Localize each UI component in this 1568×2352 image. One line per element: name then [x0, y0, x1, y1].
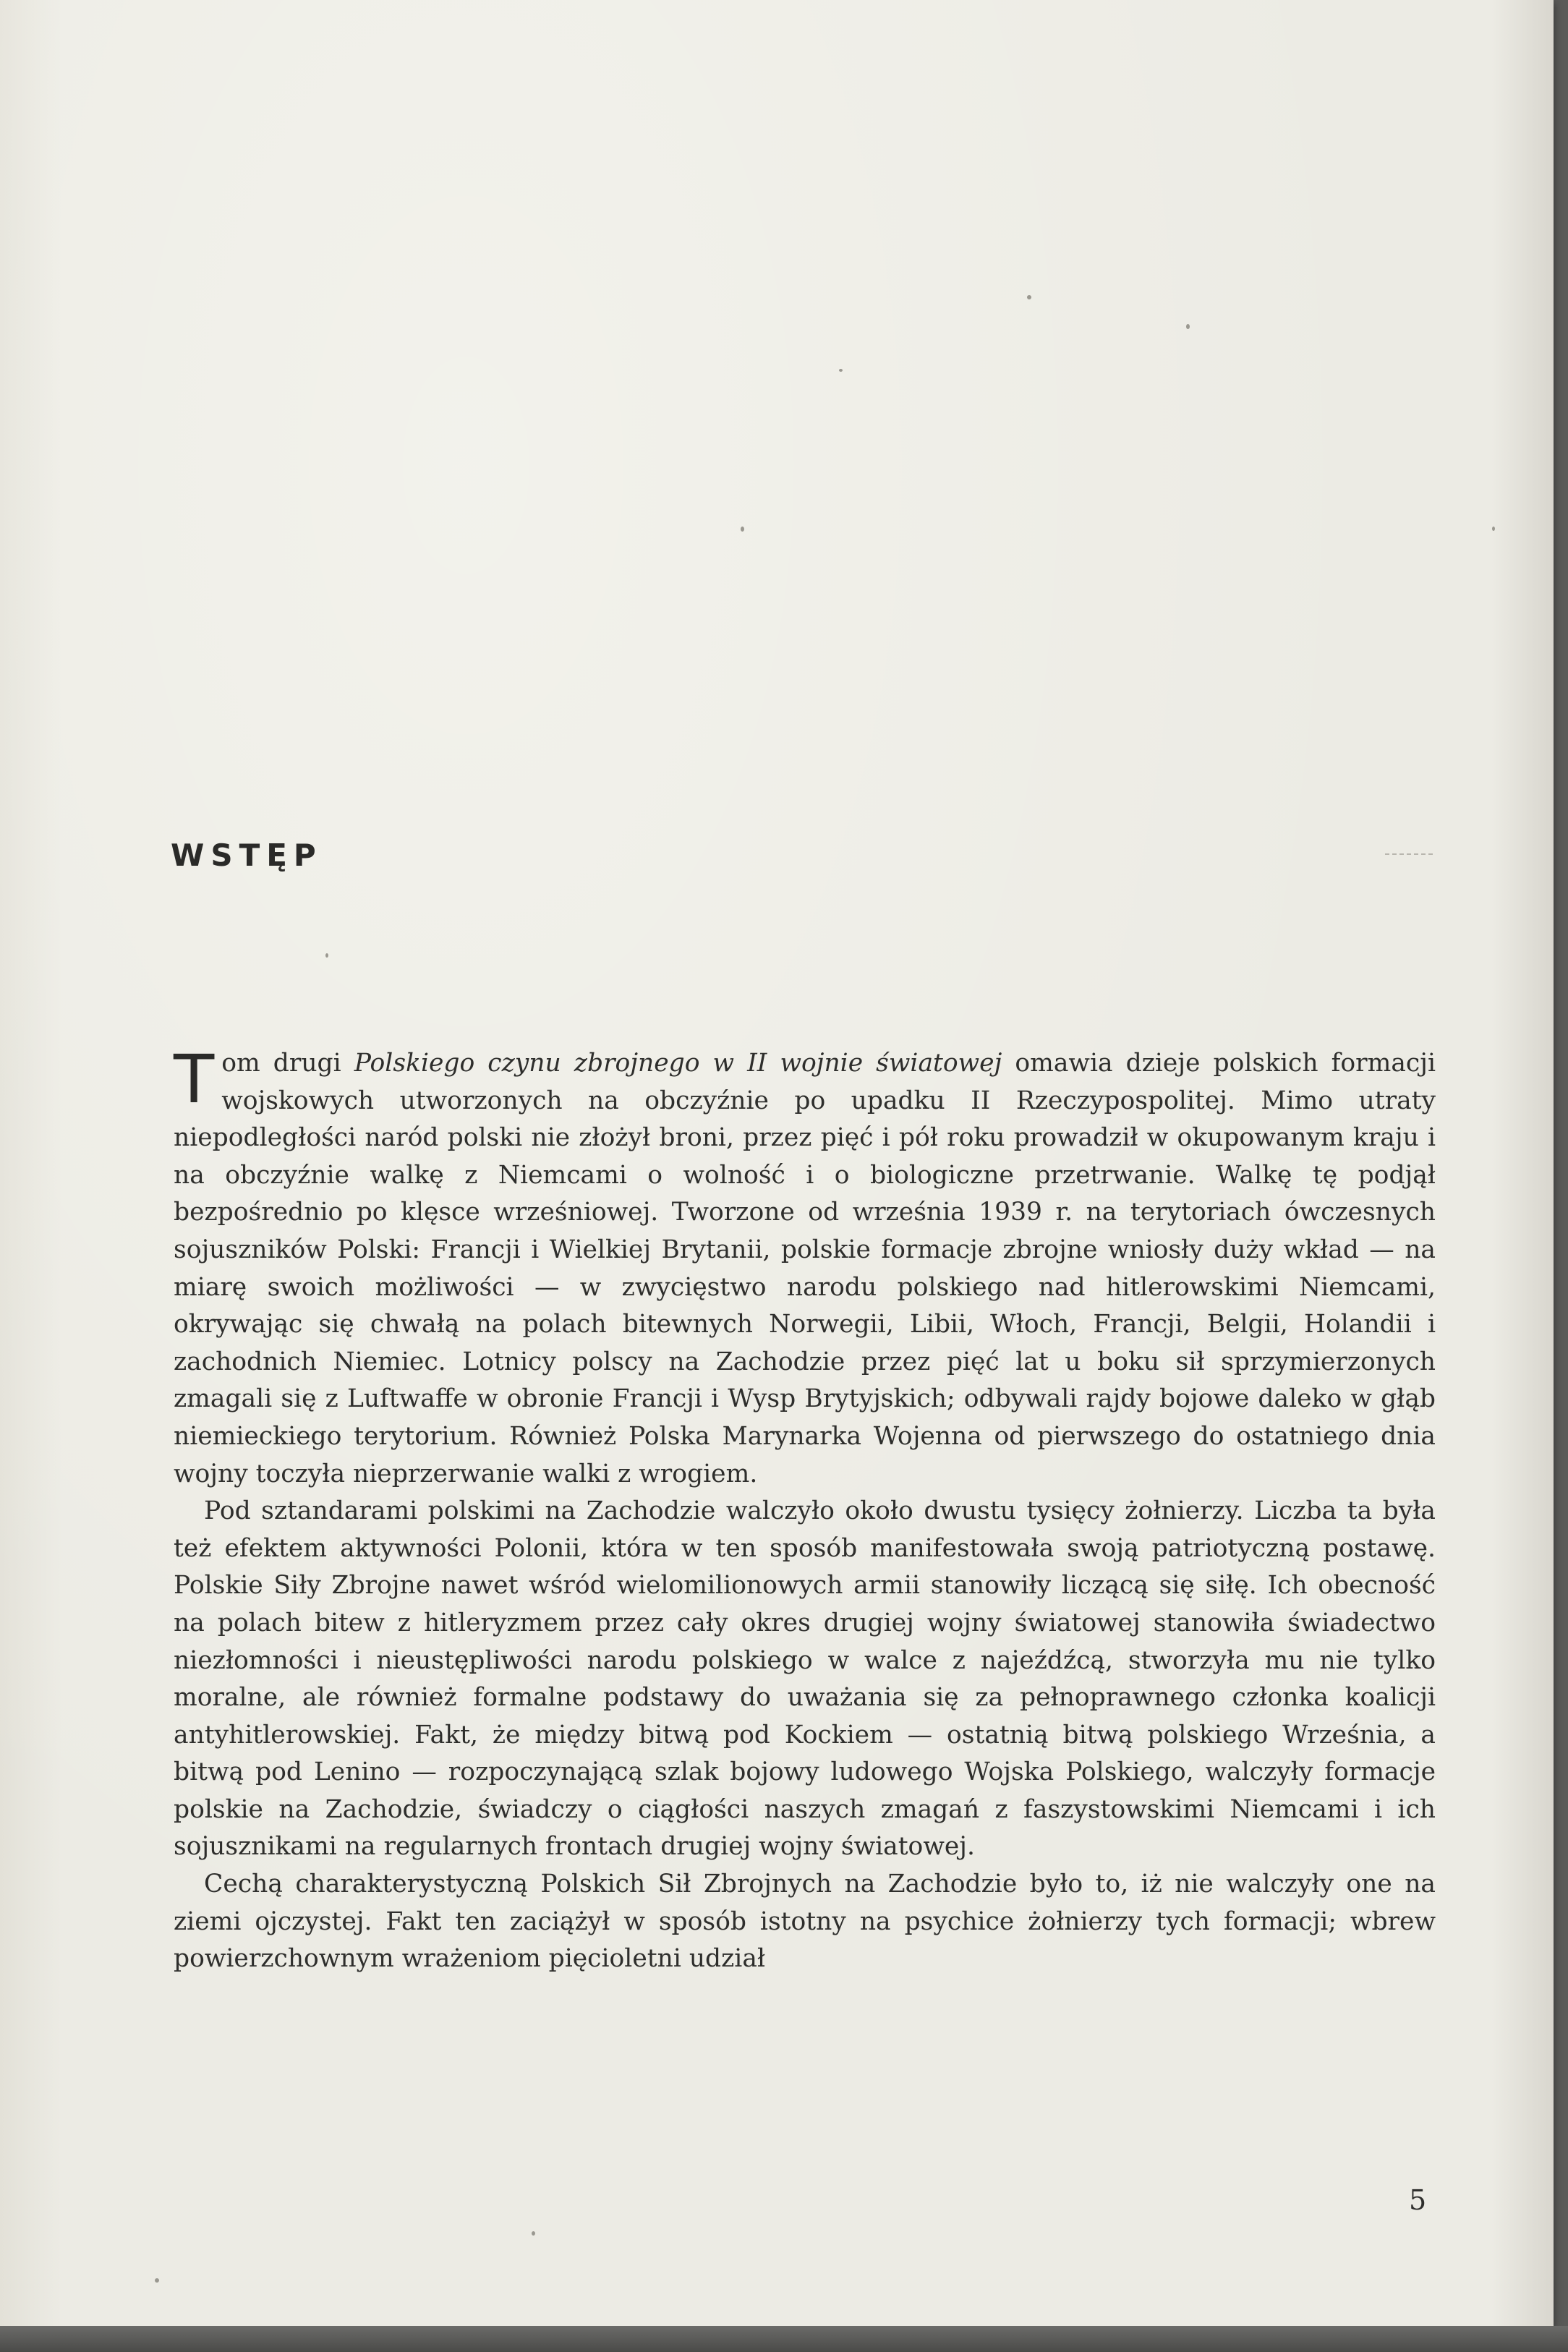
paper-speck: [741, 527, 744, 532]
paper-speck: [1027, 295, 1031, 299]
paragraph-3: Cechą charakterystyczną Polskich Sił Zbrojnych na Zachodzie było to, iż nie walczyły one na ziemi ojczystej. Fakt ten zaciążył w sposób istotny na psychice żołnierzy tych formacji; wbrew powierzchownym wrażeniom pięcioletni udział: [174, 1870, 1436, 1974]
paragraph-2: Pod sztandarami polskimi na Zachodzie walczyło około dwustu tysięcy żołnierzy. Liczba ta była też efektem aktywności Polonii, która w ten sposób manifestowała swoją patriotyczną postawę. Polskie Siły Zbrojne nawet wśród wielomilionowych armii stanowiły liczącą się siłę. Ich obecność na polach bitew z hitleryzmem przez cały okres drugiej wojny światowej stanowiła świadectwo niezłomności i nieustępliwości narodu polskiego w walce z najeźdźcą, stworzyła mu nie tylko moralne, ale również formalne podstawy do uważania się za pełnoprawnego członka koalicji antyhitlerowskiej. Fakt, że między bitwą pod Kockiem — ostatnią bitwą polskiego Września, a bitwą pod Lenino — rozpoczynającą szlak bojowy ludowego Wojska Polskiego, walczyły formacje polskie na Zachodzie, świadczy o ciągłości naszych zmagań z faszystowskimi Niemcami i ich sojusznikami na regularnych frontach drugiej wojny światowej.: [174, 1496, 1436, 1862]
page-number: 5: [1409, 2184, 1427, 2216]
chapter-heading: WSTĘP: [171, 838, 323, 873]
paper-speck: [1492, 527, 1495, 531]
paragraph-1-lead: om drugi: [221, 1049, 354, 1078]
paragraph-1: [174, 1041, 1436, 1493]
drop-cap: T: [174, 1041, 215, 1118]
paper-speck: [155, 2278, 159, 2283]
paper-speck: [1186, 324, 1190, 329]
paper-speck: [839, 369, 843, 372]
pencil-mark: [1385, 853, 1433, 858]
book-title: Polskiego czynu zbrojnego w II wojnie światowej: [354, 1049, 1002, 1078]
paragraph-1-rest: omawia dzieje polskich formacji wojskowych utworzonych na obczyźnie po upadku II Rzeczypospolitej. Mimo utraty niepodległości naród polski nie złożył broni, przez pięć i pół roku prowadził w okupowanym kraju i na obczyźnie walkę z Niemcami o wolność i o biologiczne przetrwanie. Walkę tę podjął bezpośrednio po klęsce wrześniowej. Tworzone od września 1939 r. na terytoriach ówczesnych sojuszników Polski: Francji i Wielkiej Brytanii, polskie formacje zbrojne wniosły duży wkład — na miarę swoich możliwości — w zwycięstwo narodu polskiego nad hitlerowskimi Niemcami, okrywając się chwałą na polach bitewnych Norwegii, Libii, Włoch, Francji, Belgii, Holandii i zachodnich Niemiec. Lotnicy polscy na Zachodzie przez pięć lat u boku sił sprzymierzonych zmagali się z Luftwaffe w obronie Francji i Wysp Brytyjskich; odbywali rajdy bojowe daleko w głąb niemieckiego terytorium. Również Polska Marynarka Wojenna od pierwszego do ostatniego dnia wojny toczyła nieprzerwanie walki z wrogiem.: [174, 1049, 1436, 1488]
paper-speck: [325, 953, 328, 958]
body-text: [174, 1041, 1436, 1978]
background-surface: [0, 2326, 1568, 2352]
paper-speck: [532, 2231, 535, 2236]
